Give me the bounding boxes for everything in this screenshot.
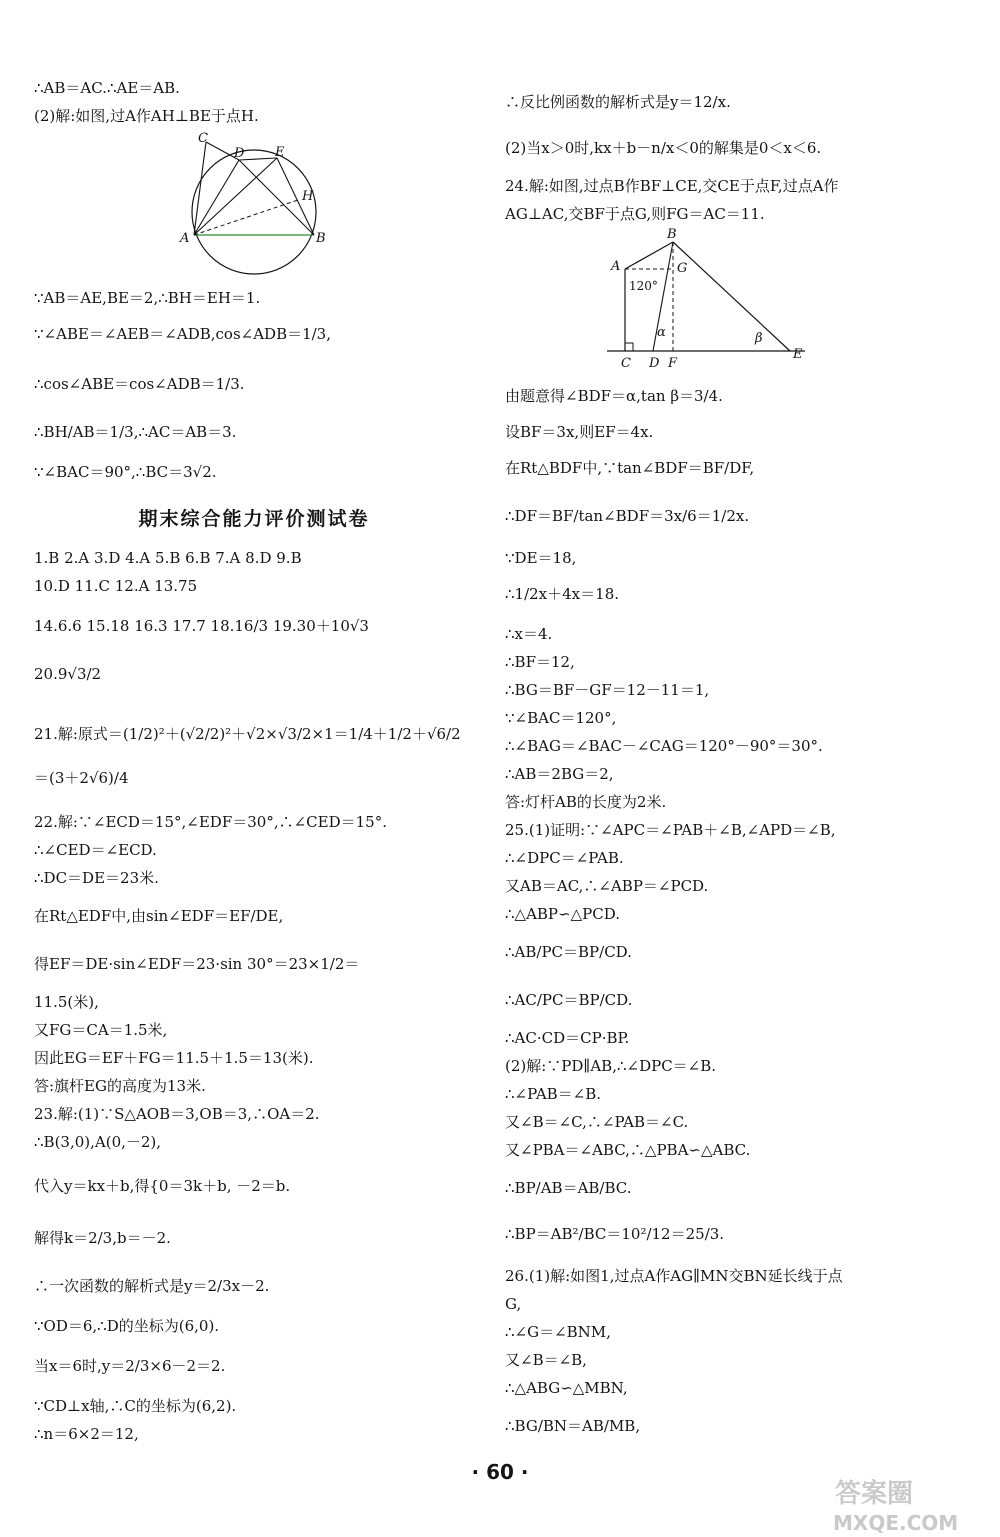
text-line: ∴AC·CD＝CP·BP. <box>505 1029 630 1047</box>
text-line: 在Rt△BDF中,∵tan∠BDF＝BF/DF, <box>505 459 755 477</box>
text-line: (2)解:如图,过A作AH⊥BE于点H. <box>34 107 259 125</box>
circle <box>192 150 316 274</box>
text-line: G, <box>505 1295 522 1313</box>
text-line: ∵DE＝18, <box>505 549 577 567</box>
text-line: 24.解:如图,过点B作BF⊥CE,交CE于点F,过点A作 <box>505 177 839 195</box>
q22-line: 因此EG＝EF＋FG＝11.5＋1.5＝13(米). <box>34 1049 314 1067</box>
text-line: 设BF＝3x,则EF＝4x. <box>505 423 654 441</box>
text-line: ∴△ABP∽△PCD. <box>505 905 620 923</box>
label-F: F <box>668 356 678 371</box>
segment <box>625 242 673 269</box>
label-D: D <box>234 146 245 161</box>
segment <box>194 200 298 235</box>
lamp-figure <box>605 224 825 374</box>
answers-row: 14.6.6 15.18 16.3 17.7 18.16/3 19.30＋10√3 <box>34 617 369 635</box>
q22-line: 22.解:∵∠ECD＝15°,∠EDF＝30°,∴∠CED＝15°. <box>34 813 387 831</box>
section-title: 期末综合能力评价测试卷 <box>138 508 370 530</box>
answers-row: 20.9√3/2 <box>34 665 102 683</box>
q22-line: 答:旗杆EG的高度为13米. <box>34 1077 206 1095</box>
right-angle <box>625 343 633 351</box>
q22-line: 得EF＝DE·sin∠EDF＝23·sin 30°＝23×1/2＝ <box>34 955 360 973</box>
label-E: E <box>275 145 285 160</box>
text-line: ∴AC/PC＝BP/CD. <box>505 991 633 1009</box>
q23-line: 代入y＝kx＋b,得{0＝3k＋b, －2＝b. <box>34 1177 291 1195</box>
q21-line: ＝(3＋2√6)/4 <box>34 769 129 787</box>
label-G: G <box>677 261 688 276</box>
text-line: ∴∠G＝∠BNM, <box>505 1323 611 1341</box>
text-line: ∵∠BAC＝90°,∴BC＝3√2. <box>34 463 217 481</box>
label-C: C <box>621 356 631 371</box>
label-H: H <box>302 189 314 204</box>
q23-line: ∴n＝6×2＝12, <box>34 1425 139 1443</box>
circle-figure <box>174 130 354 280</box>
text-line: 又∠B＝∠B, <box>505 1351 587 1369</box>
answers-row: 10.D 11.C 12.A 13.75 <box>34 577 198 595</box>
q22-line: 又FG＝CA＝1.5米, <box>34 1021 168 1039</box>
text-line: 又∠B＝∠C,∴∠PAB＝∠C. <box>505 1113 689 1131</box>
text-line: 又AB＝AC,∴∠ABP＝∠PCD. <box>505 877 709 895</box>
label-A: A <box>180 231 190 246</box>
q22-line: 11.5(米), <box>34 993 99 1011</box>
text-line: ∴BF＝12, <box>505 653 575 671</box>
text-line: ∴BH/AB＝1/3,∴AC＝AB＝3. <box>34 423 237 441</box>
text-line: ∴cos∠ABE＝cos∠ADB＝1/3. <box>34 375 245 393</box>
q23-line: 解得k＝2/3,b＝－2. <box>34 1229 171 1247</box>
text-line: ∴AB＝AC.∴AE＝AB. <box>34 79 180 97</box>
q22-line: ∴DC＝DE＝23米. <box>34 869 159 887</box>
text-line: ∴BP＝AB²/BC＝10²/12＝25/3. <box>505 1225 725 1243</box>
segment <box>673 242 790 351</box>
text-line: ∴∠PAB＝∠B. <box>505 1085 602 1103</box>
segment <box>239 158 277 160</box>
text-line: ∴BG＝BF－GF＝12－11＝1, <box>505 681 710 699</box>
label-E: E <box>793 347 803 362</box>
q23-line: 当x＝6时,y＝2/3×6－2＝2. <box>34 1357 226 1375</box>
q23-line: ∴一次函数的解析式是y＝2/3x－2. <box>34 1277 270 1295</box>
text-line: ∴AB/PC＝BP/CD. <box>505 943 632 961</box>
q23-line: ∴B(3,0),A(0,－2), <box>34 1133 162 1151</box>
q22-line: ∴∠CED＝∠ECD. <box>34 841 157 859</box>
text-line: ∴AB＝2BG＝2, <box>505 765 614 783</box>
segment <box>194 142 206 235</box>
text-line: 25.(1)证明:∵∠APC＝∠PAB＋∠B,∠APD＝∠B, <box>505 821 836 839</box>
label-beta: β <box>755 331 763 346</box>
watermark-text: 答案圈 <box>835 1479 914 1509</box>
text-line: ∴DF＝BF/tan∠BDF＝3x/6＝1/2x. <box>505 507 750 525</box>
label-alpha: α <box>657 325 666 340</box>
q22-line: 在Rt△EDF中,由sin∠EDF＝EF/DE, <box>34 907 284 925</box>
watermark-logo <box>815 1470 1000 1537</box>
watermark-url: MXQE.COM <box>833 1511 959 1535</box>
label-B: B <box>667 227 677 242</box>
text-line: ∵∠BAC＝120°, <box>505 709 617 727</box>
text-line: ∴1/2x＋4x＝18. <box>505 585 620 603</box>
text-line: ∴x＝4. <box>505 625 553 643</box>
text-line: 答:灯杆AB的长度为2米. <box>505 793 667 811</box>
q23-line: ∵CD⊥x轴,∴C的坐标为(6,2). <box>34 1397 237 1415</box>
text-line: AG⊥AC,交BF于点G,则FG＝AC＝11. <box>505 205 765 223</box>
q23-line: ∵OD＝6,∴D的坐标为(6,0). <box>34 1317 220 1335</box>
label-A: A <box>611 259 621 274</box>
text-line: 由题意得∠BDF＝α,tan β＝3/4. <box>505 387 723 405</box>
segment <box>194 158 277 235</box>
text-line: ∵∠ABE＝∠AEB＝∠ADB,cos∠ADB＝1/3, <box>34 325 331 343</box>
q21-line: 21.解:原式＝(1/2)²＋(√2/2)²＋√2×√3/2×1＝1/4＋1/2＋√6/2 <box>34 725 461 743</box>
label-C: C <box>198 131 208 146</box>
label-D: D <box>649 356 660 371</box>
text-line: (2)当x＞0时,kx＋b－n/x＜0的解集是0＜x＜6. <box>505 139 822 157</box>
text-line: ∴BG/BN＝AB/MB, <box>505 1417 641 1435</box>
answers-row: 1.B 2.A 3.D 4.A 5.B 6.B 7.A 8.D 9.B <box>34 549 302 567</box>
text-line: ∴∠BAG＝∠BAC－∠CAG＝120°－90°＝30°. <box>505 737 823 755</box>
text-line: 又∠PBA＝∠ABC,∴△PBA∽△ABC. <box>505 1141 751 1159</box>
text-line: ∴∠DPC＝∠PAB. <box>505 849 624 867</box>
label-angle: 120° <box>629 279 658 293</box>
label-B: B <box>316 231 326 246</box>
text-line: (2)解:∵PD∥AB,∴∠DPC＝∠B. <box>505 1057 717 1075</box>
text-line: ∴BP/AB＝AB/BC. <box>505 1179 632 1197</box>
text-line: ∴△ABG∽△MBN, <box>505 1379 628 1397</box>
text-line: 26.(1)解:如图1,过点A作AG∥MN交BN延长线于点 <box>505 1267 843 1285</box>
segment <box>194 160 239 235</box>
text-line: ∵AB＝AE,BE＝2,∴BH＝EH＝1. <box>34 289 261 307</box>
page-number: · 60 · <box>471 1460 529 1484</box>
q23-line: 23.解:(1)∵S△AOB＝3,OB＝3,∴OA＝2. <box>34 1105 320 1123</box>
text-line: ∴反比例函数的解析式是y＝12/x. <box>505 93 731 111</box>
